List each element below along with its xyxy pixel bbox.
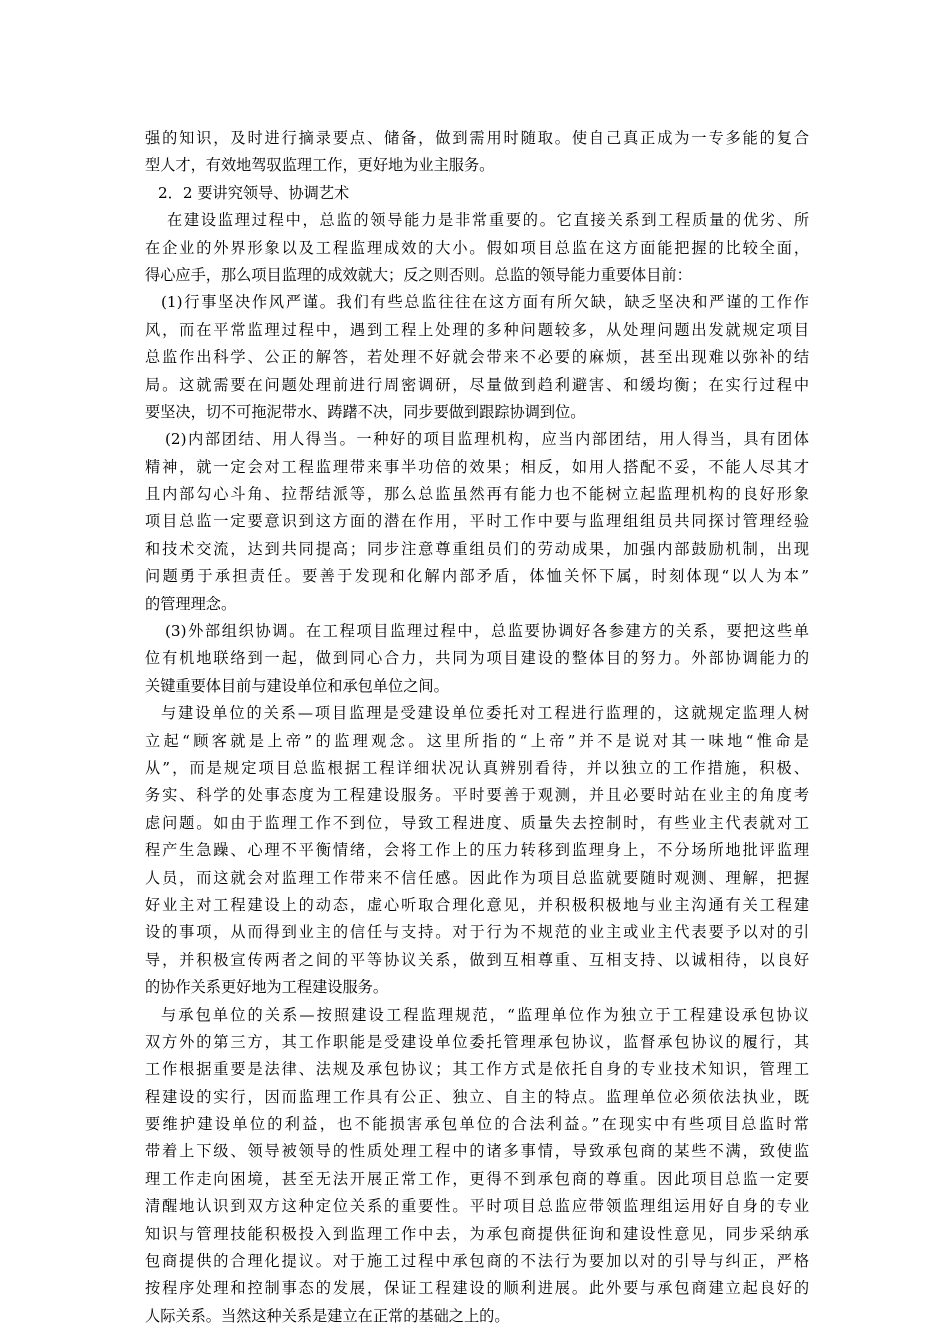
text-line: 关键重要体目前与建设单位和承包单位之间。 — [145, 676, 449, 695]
text-line: 要维护建设单位的利益，也不能损害承包单位的合法利益。”在现实中有些项目总监时常 — [145, 1115, 809, 1134]
text-line: 与建设单位的关系—项目监理是受建设单位委托对工程进行监理的，这就规定监理人树 — [161, 704, 809, 723]
text-line: 在企业的外界形象以及工程监理成效的大小。假如项目总监在这方面能把握的比较全面， — [145, 238, 809, 257]
text-line: 双方外的第三方，其工作职能是受建设单位委托管理承包协议，监督承包协议的履行，其 — [145, 1032, 809, 1051]
text-line: 项目总监一定要意识到这方面的潜在作用，平时工作中要与监理组组员共同探讨管理经验 — [145, 512, 809, 531]
text-line: (3)外部组织协调。在工程项目监理过程中，总监要协调好各参建方的关系，要把这些单 — [165, 622, 809, 641]
text-line: 得心应手，那么项目监理的成效就大；反之则否则。总监的领导能力重要体目前： — [145, 265, 692, 284]
text-line: 从”，而是规定项目总监根据工程详细状况认真辨别看待，并以独立的工作措施，积极、 — [145, 758, 809, 777]
text-line: 知识与管理技能积极投入到监理工作中去，为承包商提供征询和建设性意见，同步采纳承 — [145, 1224, 809, 1243]
text-line: 的管理理念。 — [145, 594, 237, 613]
text-line: 2．2 要讲究领导、协调艺术 — [158, 183, 350, 202]
text-line: 导，并积极宣传两者之间的平等协议关系，做到互相尊重、互相支持、以诚相待，以良好 — [145, 950, 809, 969]
text-line: 强的知识，及时进行摘录要点、储备，做到需用时随取。使自己真正成为一专多能的复合 — [145, 129, 809, 147]
text-line: 带着上下级、领导被领导的性质处理工程中的诸多事情，导致承包商的某些不满，致使监 — [145, 1142, 809, 1161]
text-line: 立起“顾客就是上帝”的监理观念。这里所指的“上帝”并不是说对其一味地“惟命是 — [145, 731, 809, 750]
text-line: 风，而在平常监理过程中，遇到工程上处理的多种问题较多，从处理问题出发就规定项目 — [145, 320, 809, 339]
text-line: 位有机地联络到一起，做到同心合力，共同为项目建设的整体目的努力。外部协调能力的 — [145, 649, 809, 668]
text-line: 人员，而这就会对监理工作带来不信任感。因此作为项目总监就要随时观测、理解，把握 — [145, 868, 809, 887]
text-line: 且内部勾心斗角、拉帮结派等，那么总监虽然再有能力也不能树立起监理机构的良好形象 — [145, 485, 809, 504]
text-line: 的协作关系更好地为工程建设服务。 — [145, 978, 388, 997]
text-line: 好业主对工程建设上的动态，虚心听取合理化意见，并积极积极地与业主沟通有关工程建 — [145, 895, 809, 914]
text-line: 精神，就一定会对工程监理带来事半功倍的效果；相反，如用人搭配不妥，不能人尽其才 — [145, 457, 809, 476]
text-line: 局。这就需要在问题处理前进行周密调研，尽量做到趋利避害、和缓均衡；在实行过程中 — [145, 375, 809, 394]
text-line: 设的事项，从而得到业主的信任与支持。对于行为不规范的业主或业主代表要予以对的引 — [145, 923, 809, 942]
text-line: 程建设的实行，因而监理工作具有公正、独立、自主的特点。监理单位必须依法执业，既 — [145, 1087, 809, 1106]
text-line: 问题勇于承担责任。要善于发现和化解内部矛盾，体恤关怀下属，时刻体现“以人为本” — [145, 567, 809, 586]
text-line: 在建设监理过程中，总监的领导能力是非常重要的。它直接关系到工程质量的优劣、所 — [167, 211, 809, 230]
text-line: 按程序处理和控制事态的发展，保证工程建设的顺利进展。此外要与承包商建立起良好的 — [145, 1279, 809, 1298]
text-line: 总监作出科学、公正的解答，若处理不好就会带来不必要的麻烦，甚至出现难以弥补的结 — [145, 348, 809, 367]
text-line: (1)行事坚决作风严谨。我们有些总监往往在这方面有所欠缺，缺乏坚决和严谨的工作作 — [161, 293, 809, 312]
text-line: 理工作走向困境，甚至无法开展正常工作，更得不到承包商的尊重。因此项目总监一定要 — [145, 1169, 809, 1188]
text-line: 要坚决，切不可拖泥带水、踌躇不决，同步要做到跟踪协调到位。 — [145, 402, 586, 421]
text-line: 包商提供的合理化提议。对于施工过程中承包商的不法行为要加以对的引导与纠正，严格 — [145, 1252, 809, 1271]
text-line: 程产生急躁、心理不平衡情绪，会将工作上的压力转移到监理身上，不分场所地批评监理 — [145, 841, 809, 860]
text-line: 型人才，有效地驾驭监理工作，更好地为业主服务。 — [145, 156, 495, 175]
text-line: 清醒地认识到双方这种定位关系的重要性。平时项目总监应带领监理组运用好自身的专业 — [145, 1197, 809, 1216]
text-line: (2)内部团结、用人得当。一种好的项目监理机构，应当内部团结，用人得当，具有团体 — [165, 430, 809, 449]
text-line: 工作根据重要是法律、法规及承包协议；其工作方式是依托自身的专业技术知识，管理工 — [145, 1060, 809, 1079]
text-line: 和技术交流，达到共同提高；同步注意尊重组员们的劳动成果，加强内部鼓励机制，出现 — [145, 539, 809, 558]
text-line: 与承包单位的关系—按照建设工程监理规范，“监理单位作为独立于工程建设承包协议 — [161, 1005, 809, 1024]
text-line: 务实、科学的处事态度为工程建设服务。平时要善于观测，并且必要时站在业主的角度考 — [145, 786, 809, 805]
body-text — [145, 125, 809, 1330]
text-line: 人际关系。当然这种关系是建立在正常的基础之上的。 — [145, 1306, 510, 1325]
text-line: 虑问题。如由于监理工作不到位，导致工程进度、质量失去控制时，有些业主代表就对工 — [145, 813, 809, 832]
